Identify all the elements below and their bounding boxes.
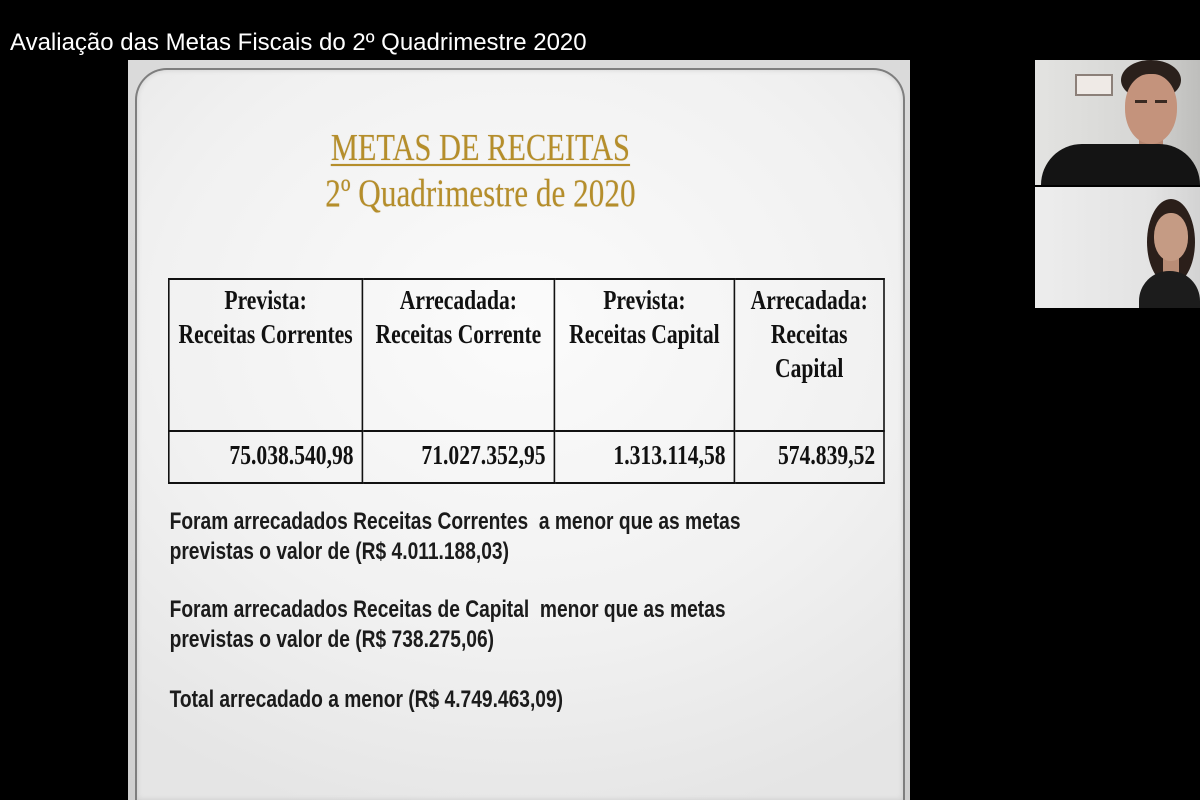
table-header-line: Capital [774,353,844,383]
participant-body [1041,144,1200,185]
slide-title: METAS DE RECEITAS [330,127,630,169]
table-header-line: Prevista: [224,285,307,315]
table-value: 75.038.540,98 [229,439,354,470]
summary-capital [170,595,726,655]
video-title-link[interactable]: Avaliação das Metas Fiscais do 2º Quadrimestre 2020 [10,29,587,56]
wall-picture-frame [1075,74,1113,96]
value-arrecadada-correntes [363,432,555,484]
header-cell-arrecadada-correntes [363,278,555,432]
participant-video-1 [1035,60,1200,185]
table-header-line: Arrecadada: [399,285,517,315]
header-cell-arrecadada-capital [735,278,885,432]
summary-correntes [170,507,741,567]
table-value: 1.313.114,58 [613,439,726,470]
revenue-table [168,278,885,484]
participant-eyebrow [1155,100,1167,103]
slide-content [136,60,888,800]
table-value: 71.027.352,95 [421,439,546,470]
value-prevista-correntes [168,432,363,484]
table-header-line: Arrecadada: [750,285,868,315]
table-header-line: Receitas Correntes [178,319,353,349]
table-header-line: Prevista: [603,285,686,315]
participant-eyebrow [1135,100,1147,103]
summary-line: Foram arrecadados Receitas de Capital menor que as metas [169,596,726,623]
summary-line: Foram arrecadados Receitas Correntes a menor que as metas [169,508,741,535]
value-prevista-capital [555,432,735,484]
header-cell-prevista-capital [555,278,735,432]
summary-total [170,685,563,715]
table-value: 574.839,52 [778,439,876,470]
participant-face [1154,213,1188,261]
table-header-line: Receitas [770,319,848,349]
table-header-line: Receitas Corrente [375,319,542,349]
summary-line: Total arrecadado a menor (R$ 4.749.463,09) [169,686,564,713]
table-header-line: Receitas Capital [569,319,720,349]
slide-subtitle: 2º Quadrimestre de 2020 [325,172,636,215]
summary-line: previstas o valor de (R$ 4.011.188,03) [169,538,509,565]
participant-video-2 [1035,187,1200,308]
header-cell-prevista-correntes [168,278,363,432]
participant-face [1125,74,1177,144]
participant-body [1139,271,1200,308]
summary-line: previstas o valor de (R$ 738.275,06) [169,626,495,653]
value-arrecadada-capital [735,432,885,484]
